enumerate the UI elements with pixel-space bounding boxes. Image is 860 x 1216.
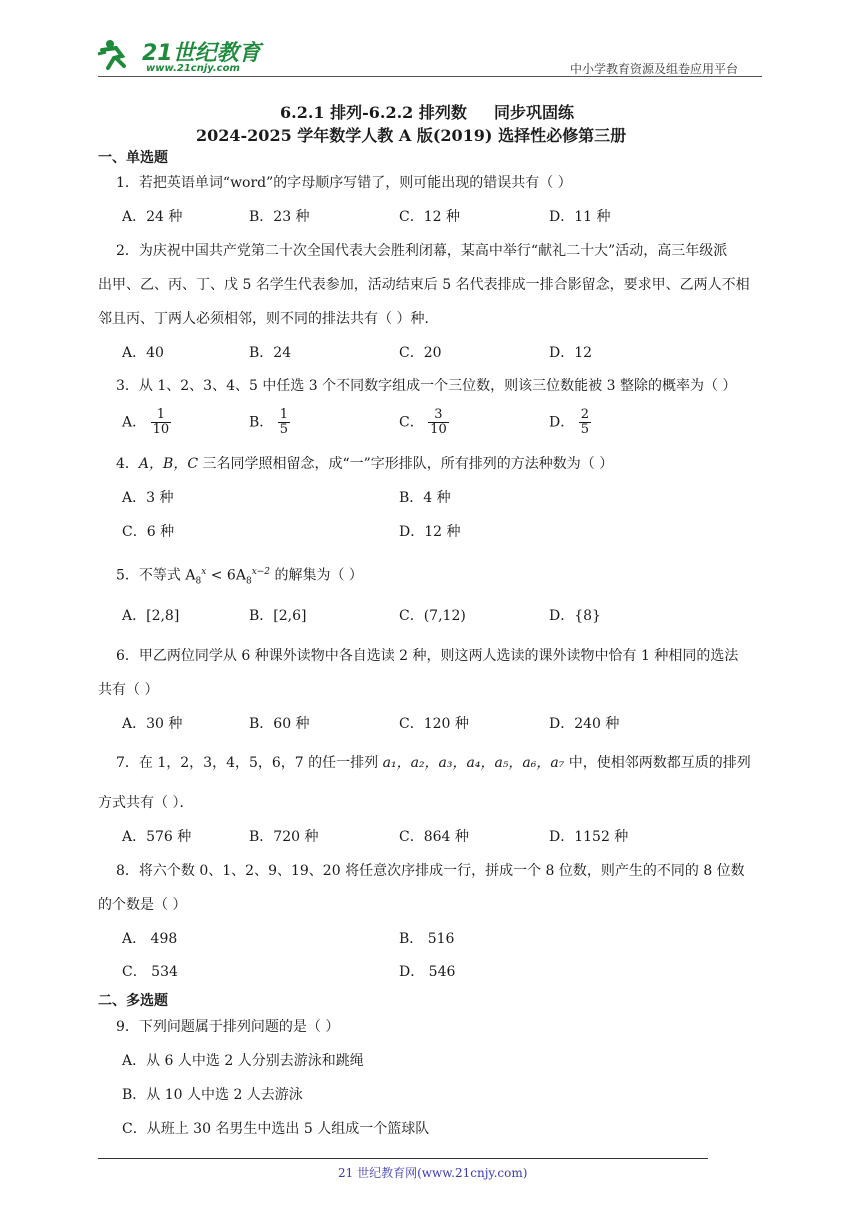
q1-stem: 1．若把英语单词“word”的字母顺序写错了，则可能出现的错误共有（ ）	[116, 175, 572, 191]
q3-option-c-label: C．	[399, 414, 424, 431]
q6-option-c: C．120 种	[399, 716, 469, 732]
section-multi-choice: 二、多选题	[98, 993, 168, 1009]
q3-b-den: 5	[279, 422, 289, 437]
q1-option-a: A．24 种	[122, 209, 183, 225]
q2-stem-line2: 出甲、乙、丙、丁、戊 5 名学生代表参加，活动结束后 5 名代表排成一排合影留念，要求甲、乙两人不相	[98, 277, 750, 293]
q1-option-b: B．23 种	[249, 209, 310, 225]
q7-option-b: B．720 种	[249, 829, 319, 845]
q4-option-a: A．3 种	[122, 490, 174, 506]
q9-option-c: C．从班上 30 名男生中选出 5 人组成一个篮球队	[122, 1121, 430, 1137]
q3-option-d	[549, 408, 591, 437]
logo-title: 21世纪教育	[142, 41, 261, 66]
q7-option-c: C．864 种	[399, 829, 469, 845]
q1-option-d: D．11 种	[549, 209, 611, 225]
header-divider	[98, 76, 762, 77]
q3-option-a	[122, 408, 171, 437]
q3-c-num: 3	[428, 408, 449, 423]
q7-pre: 7．在 1，2，3，4，5，6，7 的任一排列	[116, 755, 383, 771]
q4-stem	[116, 454, 613, 474]
footer-divider	[98, 1158, 708, 1159]
q3-option-c-fraction	[428, 408, 449, 437]
logo-url: www.21cnjy.com	[146, 63, 240, 74]
q8-stem-line1: 8．将六个数 0、1、2、9、19、20 将任意次序排成一行，拼成一个 8 位数，则产生的不同的 8 位数	[116, 863, 745, 879]
q7-option-d: D．1152 种	[549, 829, 629, 845]
q5-sup1: x	[201, 567, 207, 577]
footer-text: 21 世纪教育网(www.21cnjy.com)	[338, 1166, 528, 1180]
q8-option-c: C． 534	[122, 964, 178, 980]
q3-option-a-label: A．	[122, 414, 147, 431]
q8-option-d: D． 546	[399, 964, 456, 980]
q7-post: 中，使相邻两数都互质的排列	[564, 755, 751, 771]
q3-d-num: 2	[580, 407, 589, 422]
q5-option-b: B．[2,6]	[249, 608, 307, 624]
q3-d-den: 5	[580, 422, 589, 437]
q6-stem-line1: 6．甲乙两位同学从 6 种课外读物中各自选读 2 种，则这两人选读的课外读物中恰有 1 种相同的选法	[116, 648, 739, 664]
q3-stem: 3．从 1、2、3、4、5 中任选 3 个不同数字组成一个三位数，则该三位数能被 3 整除的概率为（ ）	[116, 378, 737, 394]
q2-option-c: C．20	[399, 345, 442, 361]
q9-option-a: A．从 6 人中选 2 人分别去游泳和跳绳	[122, 1053, 364, 1069]
title-line1-left: 6.2.1 排列-6.2.2 排列数	[280, 103, 467, 122]
q5-sub2: 8	[245, 576, 252, 587]
q7-sequence: a₁，a₂，a₃，a₄，a₅，a₆，a₇	[382, 755, 565, 771]
q5-pre: 5．不等式	[116, 567, 186, 584]
q6-option-b: B．60 种	[249, 716, 310, 732]
q9-option-b: B．从 10 人中选 2 人去游泳	[122, 1087, 303, 1103]
q3-option-b-fraction	[278, 408, 290, 437]
section-single-choice: 一、单选题	[98, 150, 168, 166]
q2-option-a: A．40	[122, 345, 164, 361]
platform-name: 中小学教育资源及组卷应用平台	[570, 62, 739, 76]
q3-b-num: 1	[279, 407, 289, 422]
q4-option-d: D．12 种	[399, 524, 461, 540]
q5-option-c: C．(7,12)	[399, 608, 466, 624]
q2-stem-line1: 2．为庆祝中国共产党第二十次全国代表大会胜利闭幕，某高中举行“献礼二十大”活动，高三年级派	[116, 243, 728, 259]
q3-option-a-fraction	[151, 408, 172, 437]
q5-option-d: D．{8}	[549, 608, 601, 624]
q3-option-d-fraction	[579, 408, 591, 437]
q4-students: A，B，C	[138, 456, 199, 472]
q9-stem: 9．下列问题属于排列问题的是（ ）	[116, 1019, 340, 1035]
q3-option-d-label: D．	[549, 414, 575, 431]
q2-stem-line3: 邻且丙、丁两人必须相邻，则不同的排法共有（ ）种．	[98, 311, 439, 327]
q7-option-a: A．576 种	[122, 829, 192, 845]
q4-text: 三名同学照相留念，成“一”字形排队，所有排列的方法种数为（ ）	[198, 456, 614, 472]
q7-stem-line2: 方式共有（ ）．	[98, 795, 194, 811]
q3-c-den: 10	[430, 422, 447, 437]
q7-stem-line1	[116, 753, 751, 773]
q1-option-c: C．12 种	[399, 209, 460, 225]
q6-option-a: A．30 种	[122, 716, 183, 732]
q5-lt: < 6A	[206, 567, 246, 584]
q4-option-c: C．6 种	[122, 524, 175, 540]
title-line2: 2024-2025 学年数学人教 A 版(2019) 选择性必修第三册	[196, 126, 627, 145]
q3-option-c	[399, 408, 449, 437]
q3-a-num: 1	[151, 408, 172, 423]
q3-option-b	[249, 408, 290, 437]
q6-stem-line2: 共有（ ）	[98, 682, 159, 698]
q3-a-den: 10	[152, 422, 170, 437]
q4-option-b: B．4 种	[399, 490, 451, 506]
q2-option-b: B．24	[249, 345, 292, 361]
q5-a1: A	[185, 567, 196, 584]
title-line1-right: 同步巩固练	[494, 103, 575, 122]
q3-option-b-label: B．	[249, 414, 274, 431]
q8-stem-line2: 的个数是（ ）	[98, 897, 187, 913]
q5-sub1: 8	[195, 576, 202, 587]
q5-stem	[116, 562, 363, 591]
q6-option-d: D．240 种	[549, 716, 620, 732]
q5-post: 的解集为（ ）	[270, 567, 363, 584]
q2-option-d: D．12	[549, 345, 593, 361]
q8-option-a: A． 498	[122, 931, 178, 947]
q8-option-b: B． 516	[399, 931, 455, 947]
logo	[96, 36, 261, 76]
q4-number: 4．	[116, 456, 139, 472]
q5-option-a: A．[2,8]	[122, 608, 180, 624]
q5-sup2: x−2	[251, 567, 271, 577]
